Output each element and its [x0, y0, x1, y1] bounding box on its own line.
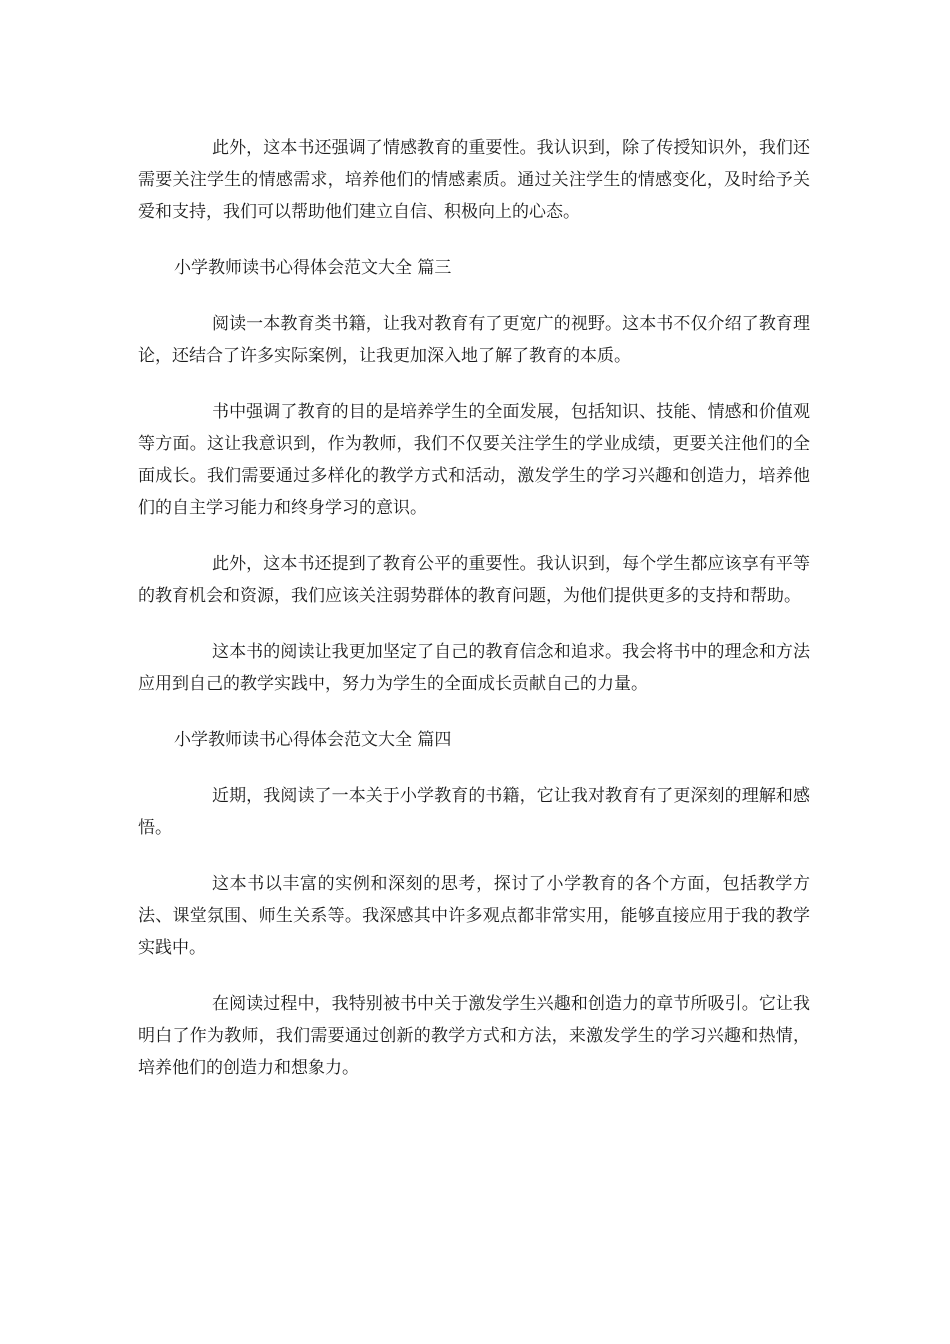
section-heading-part-four: 小学教师读书心得体会范文大全 篇四: [174, 730, 452, 750]
paragraph: 这本书以丰富的实例和深刻的思考，探讨了小学教育的各个方面，包括教学方法、课堂氛围、师生关系等。我深感其中许多观点都非常实用，能够直接应用于我的教学实践中。: [138, 874, 810, 958]
paragraph: 近期，我阅读了一本关于小学教育的书籍，它让我对教育有了更深刻的理解和感悟。: [138, 786, 810, 838]
section-heading-part-three: 小学教师读书心得体会范文大全 篇三: [174, 258, 452, 278]
paragraph: 此外，这本书还强调了情感教育的重要性。我认识到，除了传授知识外，我们还需要关注学生的情感需求，培养他们的情感素质。通过关注学生的情感变化，及时给予关爱和支持，我们可以帮助他们建立自信、积极向上的心态。: [138, 138, 810, 222]
paragraph: 在阅读过程中，我特别被书中关于激发学生兴趣和创造力的章节所吸引。它让我明白了作为教师，我们需要通过创新的教学方式和方法，来激发学生的学习兴趣和热情，培养他们的创造力和想象力。: [138, 994, 810, 1078]
document-body: [138, 132, 810, 1108]
paragraph: 阅读一本教育类书籍，让我对教育有了更宽广的视野。这本书不仅介绍了教育理论，还结合了许多实际案例，让我更加深入地了解了教育的本质。: [138, 314, 810, 366]
paragraph: 此外，这本书还提到了教育公平的重要性。我认识到，每个学生都应该享有平等的教育机会和资源，我们应该关注弱势群体的教育问题，为他们提供更多的支持和帮助。: [138, 554, 810, 606]
paragraph: 这本书的阅读让我更加坚定了自己的教育信念和追求。我会将书中的理念和方法应用到自己的教学实践中，努力为学生的全面成长贡献自己的力量。: [138, 642, 810, 694]
paragraph: 书中强调了教育的目的是培养学生的全面发展，包括知识、技能、情感和价值观等方面。这让我意识到，作为教师，我们不仅要关注学生的学业成绩，更要关注他们的全面成长。我们需要通过多样化的教学方式和活动，激发学生的学习兴趣和创造力，培养他们的自主学习能力和终身学习的意识。: [138, 402, 810, 518]
